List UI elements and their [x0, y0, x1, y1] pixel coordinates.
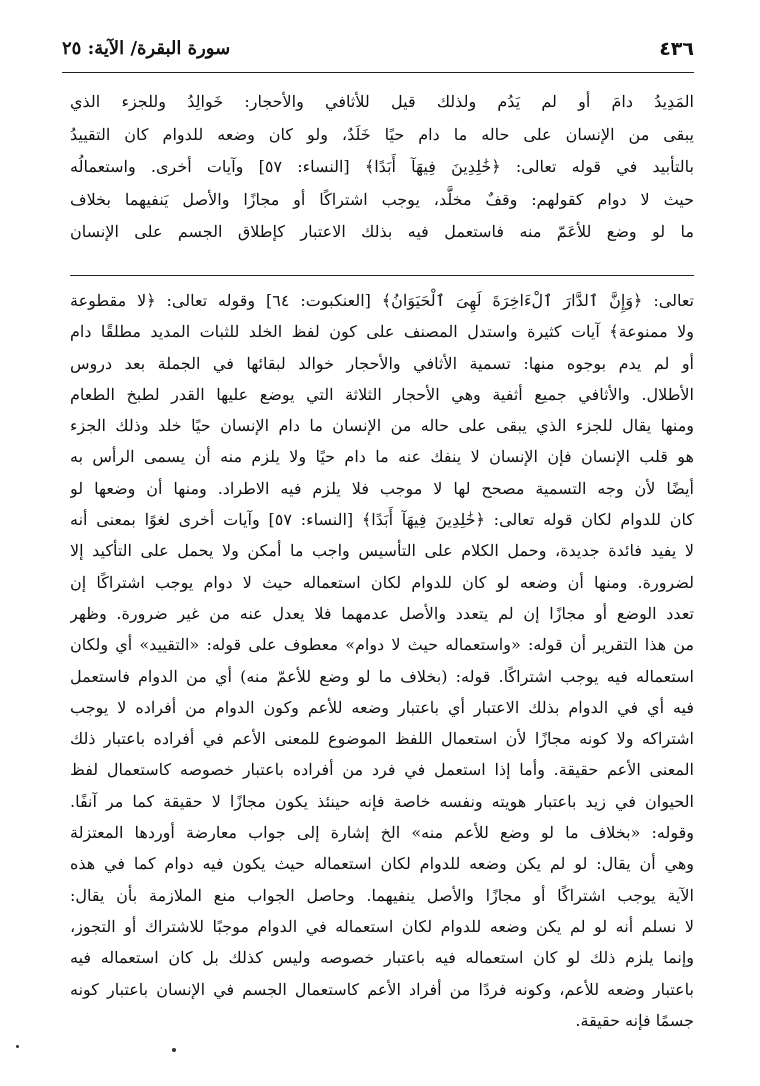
- main-text-line: بالتأبيد في قوله تعالى: ﴿خَٰلِدِينَ فِيهَآ أَبَدًا﴾ [النساء: ٥٧] وآيات أخرى. واستعمالُه: [70, 157, 694, 177]
- main-text-line: المَدِيدُ دامَ أو لم يَدُم ولذلك قيل للأثافي والأحجار: خَوالِدُ وللجزء الذي: [70, 92, 694, 111]
- page-number: ٤٣٦: [659, 38, 694, 60]
- commentary-line: المعنى الأعم حقيقة. وأما إذا استعمل في فرد من أفراده باعتبار خصوصه كاستعمال لفظ: [70, 760, 694, 780]
- print-speck: [172, 1048, 176, 1052]
- commentary-line: تعدد الوضع أو مجازًا إن لم يتعدد والأصل عدمهما فلا يعدل عنه من غير ضرورة. وظهر: [70, 603, 694, 623]
- commentary-line: هو قلب الإنسان فإن الإنسان لا ينفك عنه ما دام حيًا ولا يلزم منه أن يسمى الرأس به: [70, 447, 694, 467]
- running-title: سورة البقرة/ الآية: ٢٥: [62, 38, 231, 59]
- commentary-line: الحيوان في زيد باعتبار هويته ونفسه خاصة فإنه حينئذ يكون مجازًا لا حقيقة كما مر آنفًا.: [70, 791, 694, 811]
- commentary-line: من هذا التقرير أن قوله: «واستعماله حيث لا دوام» معطوف على قوله: «التقييد» أي ولكان: [70, 635, 694, 655]
- commentary-line: استعماله فيه يوجب اشتراكًا. قوله: (بخلاف ما لو وضع للأعمّ منه) أي من الدوام فاستعمل: [70, 666, 694, 686]
- commentary-line: وهي أن يقال: لو لم يكن وضعه للدوام لكان استعماله حيث يكون فيه دوام كما في هذه: [70, 854, 694, 874]
- commentary-line: وإنما يلزم ذلك لو كان استعماله فيه باعتبار خصوصه وليس كذلك بل كان استعماله فيه: [70, 948, 694, 968]
- commentary-line: أو لم يدم بوجوه منها: تسمية الأثافي والأحجار خوالد لبقائها في الجملة بعد دروس: [70, 353, 694, 373]
- commentary-line: ولا ممنوعة﴾ آيات كثيرة واستدل المصنف على كون لفظ الخلد للثبات المديد مطلقًا دام: [70, 322, 694, 342]
- commentary-line: ومنها يقال للجزء الذي يبقى على حاله من الإنسان ما دام الإنسان حيًا خلد وذلك الجزء: [70, 416, 694, 436]
- header-rule: [62, 72, 694, 73]
- page-header: [62, 38, 694, 68]
- commentary-line: الآية يوجب اشتراكًا أو مجازًا والأصل ينفيهما. وحاصل الجواب منع الملازمة بأن يقال:: [70, 885, 694, 905]
- main-text-block: [70, 86, 694, 249]
- commentary-line: تعالى: ﴿وَإِنَّ ٱلدَّارَ ٱلْءَاخِرَةَ لَهِىَ ٱلْحَيَوَانُ﴾ [العنكبوت: ٦٤] وقوله تعالى: ﴿لا مقطوعة: [70, 291, 694, 310]
- main-text-line: ما لو وضع للأعَمّ منه فاستعمل فيه بذلك الاعتبار كإطلاق الجسم على الإنسان: [70, 222, 694, 242]
- main-text-line: حيث لا دوام كقولهم: وقفٌ مخلَّد، يوجب اشتراكًا أو مجازًا والأصل يَنفيهما بخلاف: [70, 189, 694, 209]
- commentary-line: لضرورة. ومنها أن وضعه لو كان للدوام لكان استعماله حيث لا دوام يوجب اشتراكًا إن: [70, 572, 694, 592]
- commentary-block: [70, 285, 694, 1036]
- commentary-line: جسمًا فإنه حقيقة.: [575, 1010, 694, 1030]
- commentary-line: أيضًا لأن وجه التسمية مصحح لها لا موجب فلا يلزم فيه الاطراد. ومنها أن وضعها لو: [70, 478, 694, 498]
- print-speck: [16, 1045, 19, 1048]
- commentary-divider: [70, 275, 694, 276]
- commentary-line: لا يفيد فائدة جديدة، وحمل الكلام على التأسيس واجب ما أمكن ولا يحمل على التأكيد إلا: [70, 541, 694, 561]
- commentary-line: لا نسلم أنه لو لم يكن وضعه للدوام لكان استعماله في الدوام موجبًا للاشتراك أو التجوز،: [70, 916, 694, 936]
- commentary-line: الأطلال. والأثافي جميع أثفية وهي الأحجار الثلاثة التي يوضع عليها القدر لطبخ الطعام: [70, 384, 694, 404]
- commentary-line: اشتراكه ولا كونه مجازًا لأن استعمال اللفظ الموضوع للمعنى الأعم في أفراده باعتبار ذلك: [70, 729, 694, 749]
- main-text-line: يبقى من الإنسان على حاله ما دام حيًا خَلَدٌ، ولو كان وضعه للدوام كان التقييدُ: [70, 124, 694, 144]
- commentary-line: فيه أي في الدوام بذلك الاعتبار أي باعتبار وضعه للأعم وكون الدوام من أفراده لا يوجب: [70, 697, 694, 717]
- commentary-line: وقوله: «بخلاف ما لو وضع للأعم منه» الخ إشارة إلى جواب معارضة أوردها المعتزلة: [70, 823, 694, 843]
- commentary-line: باعتبار وضعه للأعم، وكونه فردًا من أفراد الأعم كاستعمال الجسم في الإنسان باعتبار كونه: [70, 979, 694, 999]
- commentary-line: كان للدوام لكان قوله تعالى: ﴿خَٰلِدِينَ فِيهَآ أَبَدًا﴾ [النساء: ٥٧] وآيات أخرى لغوًا بمعنى أنه: [70, 510, 694, 530]
